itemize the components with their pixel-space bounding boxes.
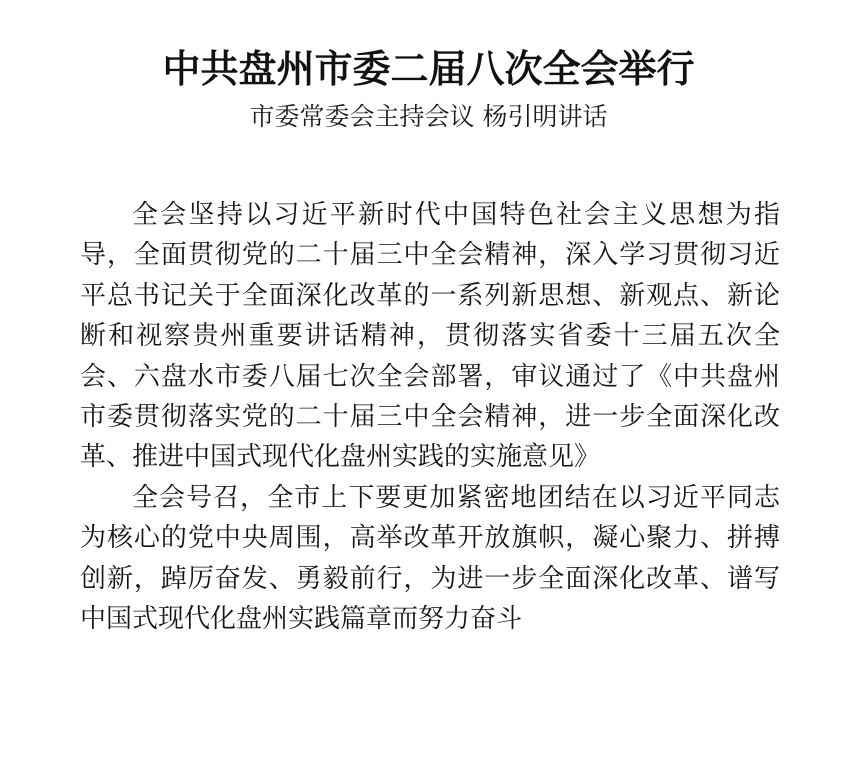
page-title: 中共盘州市委二届八次全会举行 bbox=[162, 46, 695, 91]
paragraph-line: 为核心的党中央周围，高举改革开放旗帜，凝心聚力、拼搏 bbox=[80, 523, 780, 554]
paragraph-line: 创新，踔厉奋发、勇毅前行，为进一步全面深化改革、谱写 bbox=[80, 563, 780, 594]
paragraph-line: 全会号召，全市上下要更加紧密地团结在以习近平同志 bbox=[132, 482, 780, 513]
paragraph-line: 全会坚持以习近平新时代中国特色社会主义思想为指 bbox=[132, 200, 780, 230]
paragraph-line: 平总书记关于全面深化改革的一系列新思想、新观点、新论 bbox=[80, 280, 780, 311]
paragraph-line: 会、六盘水市委八届七次全会部署，审议通过了《中共盘州 bbox=[80, 361, 780, 392]
article-body bbox=[80, 195, 780, 639]
paragraph-line: 革、推进中国式现代化盘州实践的实施意见》 bbox=[80, 442, 601, 473]
paragraph-1 bbox=[80, 195, 780, 478]
paragraph-line: 市委贯彻落实党的二十届三中全会精神，进一步全面深化改 bbox=[80, 401, 780, 432]
paragraph-line: 断和视察贵州重要讲话精神，贯彻落实省委十三届五次全 bbox=[80, 321, 780, 352]
page-subtitle: 市委常委会主持会议 杨引明讲话 bbox=[249, 102, 608, 131]
paragraph-line: 导，全面贯彻党的二十届三中全会精神，深入学习贯彻习近 bbox=[80, 240, 780, 271]
paragraph-2 bbox=[80, 478, 780, 640]
paragraph-line: 中国式现代化盘州实践篇章而努力奋斗 bbox=[80, 603, 523, 634]
